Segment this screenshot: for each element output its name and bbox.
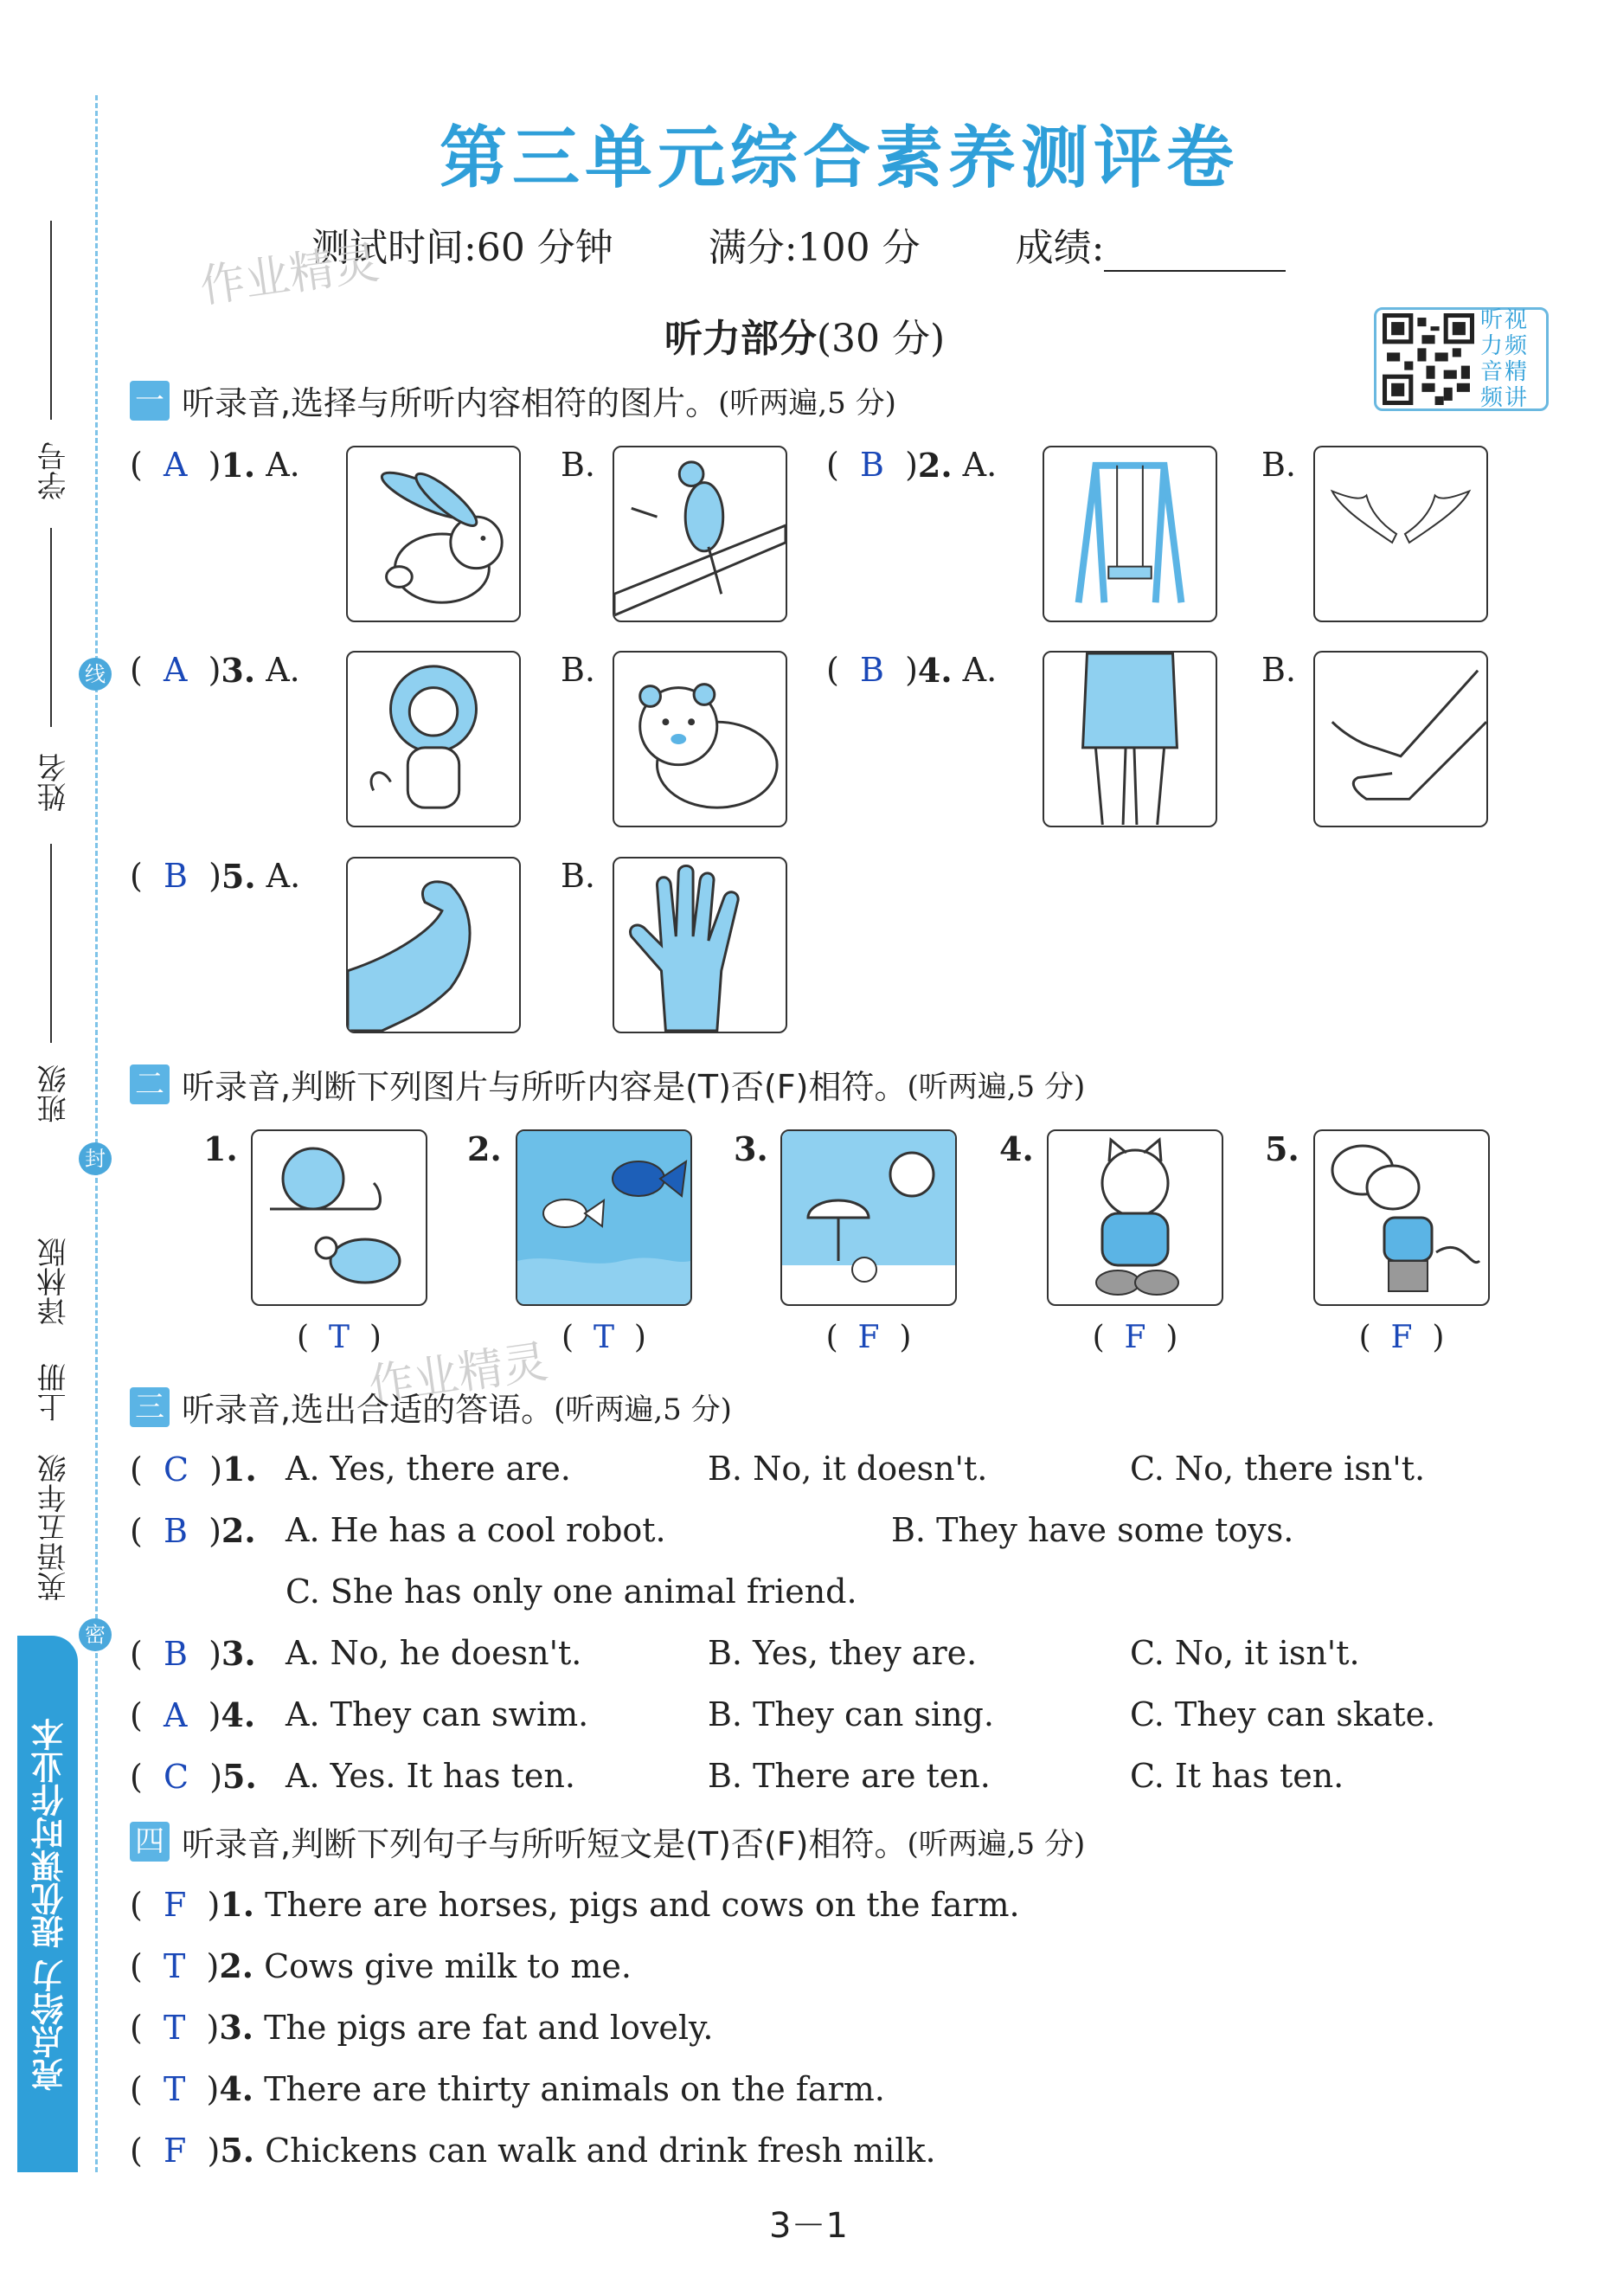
question-number: 3. <box>219 2008 253 2047</box>
answer: C <box>163 1758 189 1796</box>
option-a: A. Yes, there are. <box>286 1450 571 1488</box>
question-number: 2. <box>219 1946 253 1985</box>
mouse-icon <box>1313 1129 1490 1306</box>
option-label: B. <box>561 446 596 484</box>
section-note: (听两遍,5 分) <box>718 386 896 421</box>
listening-part-title <box>130 307 1479 363</box>
watermark: 作业精灵 <box>196 236 382 314</box>
cat-icon <box>1047 1129 1223 1306</box>
option-a: A. He has a cool robot. <box>286 1511 666 1549</box>
option-c: C. They can skate. <box>1130 1695 1436 1733</box>
cut-line <box>95 95 98 2172</box>
s1-question-5 <box>130 857 300 896</box>
option-b: B. Yes, they are. <box>708 1634 978 1672</box>
class-label: 班级 <box>37 1064 72 1123</box>
qr-code-badge[interactable] <box>1374 307 1549 411</box>
blank-line <box>50 221 52 420</box>
legs-icon <box>1043 651 1217 827</box>
s1-question-3 <box>130 651 300 690</box>
full-score-label: 满分:100 分 <box>708 226 921 270</box>
brand-text: 提优课时作业本 <box>31 1717 69 1948</box>
answer: T <box>328 1320 350 1355</box>
answer: T <box>163 2070 186 2108</box>
option-b: B. There are ten. <box>708 1757 991 1795</box>
question-number: 3. <box>221 1634 256 1673</box>
option-label: A. <box>962 651 998 689</box>
s1-question-4 <box>826 651 997 690</box>
sun-umbrella-icon <box>780 1129 957 1306</box>
parrot-icon <box>613 446 787 622</box>
tf-answer-slot: ( F ) <box>825 1320 912 1355</box>
qr-label: 音 <box>1480 359 1504 385</box>
tf-answer-slot: ( F ) <box>1358 1320 1445 1355</box>
option-a: A. They can swim. <box>286 1695 589 1733</box>
option-c: C. No, there isn't. <box>1130 1450 1426 1488</box>
question-number: 5. <box>222 1757 257 1796</box>
bear-icon <box>613 651 787 827</box>
qr-label: 力 <box>1480 333 1504 359</box>
score-field <box>1016 216 1287 272</box>
question-number: 1. <box>221 446 256 485</box>
option-label: A. <box>962 446 998 484</box>
blank-line <box>50 844 52 1043</box>
qr-label: 精 <box>1505 359 1528 385</box>
s3-question-5: ( C )5. <box>130 1757 257 1796</box>
qr-label: 听 <box>1480 307 1504 333</box>
section-3-heading <box>130 1383 732 1431</box>
option-label: B. <box>561 651 596 689</box>
answer: T <box>593 1320 614 1355</box>
option-c: C. She has only one animal friend. <box>286 1572 857 1611</box>
question-number: 3. <box>734 1129 768 1168</box>
qr-label: 频 <box>1480 385 1504 411</box>
answer: F <box>1124 1320 1146 1355</box>
seal-mark: 封 <box>79 1142 112 1175</box>
section-note: (听两遍,5 分) <box>907 1070 1086 1104</box>
score-label: 成绩: <box>1015 226 1105 270</box>
s4-question-4: ( T )4. There are thirty animals on the farm. <box>130 2069 885 2108</box>
section-number: 四 <box>130 1822 170 1862</box>
goldfish-icon <box>516 1129 692 1306</box>
binding-margin <box>0 0 130 2296</box>
section-4-heading <box>130 1817 1085 1865</box>
answer: F <box>163 2132 187 2170</box>
tf-answer-slot: ( F ) <box>1092 1320 1178 1355</box>
answer: A <box>163 446 188 484</box>
statement: There are horses, pigs and cows on the farm. <box>265 1886 1020 1924</box>
answer: A <box>163 1696 188 1734</box>
s4-question-1: ( F )1. There are horses, pigs and cows on the farm. <box>130 1885 1020 1924</box>
answer: B <box>163 1512 188 1550</box>
section-2-heading <box>130 1060 1085 1108</box>
s1-question-1 <box>130 446 300 485</box>
answer: B <box>163 857 188 895</box>
s3-question-4: ( A )4. <box>130 1695 256 1734</box>
option-c: C. It has ten. <box>1130 1757 1344 1795</box>
part-score: (30 分) <box>816 317 946 361</box>
brand-logo-text: 亮点给力 <box>31 1958 69 2091</box>
edition-label: 译林版 <box>37 1238 72 1326</box>
qr-label: 视 <box>1505 307 1528 333</box>
answer-slot: ( B ) <box>130 857 221 895</box>
statement: Chickens can walk and drink fresh milk. <box>265 2132 936 2170</box>
section-note: (听两遍,5 分) <box>554 1392 732 1427</box>
name-label: 姓名 <box>37 753 72 812</box>
question-number: 1. <box>222 1450 257 1489</box>
section-title: 听录音,判断下列句子与所听短文是(T)否(F)相符。 <box>182 1825 908 1863</box>
seal-mark: 线 <box>79 658 112 691</box>
qr-label: 频 <box>1505 333 1528 359</box>
statement: The pigs are fat and lovely. <box>264 2009 714 2047</box>
answer: C <box>163 1450 189 1489</box>
tf-answer-slot: ( T ) <box>297 1320 382 1355</box>
question-number: 5. <box>221 857 256 896</box>
option-label: A. <box>266 857 301 895</box>
qr-code-icon <box>1380 313 1477 405</box>
option-label: B. <box>1261 651 1297 689</box>
question-number: 1. <box>203 1129 238 1168</box>
section-title: 听录音,选择与所听内容相符的图片。 <box>182 384 719 422</box>
answer: A <box>163 651 188 689</box>
section-number: 一 <box>130 381 170 421</box>
qr-labels <box>1480 307 1527 411</box>
question-number: 5. <box>220 2131 255 2170</box>
seal-mark: 密 <box>79 1618 112 1651</box>
option-label: B. <box>1261 446 1297 484</box>
s4-question-3: ( T )3. The pigs are fat and lovely. <box>130 2008 714 2047</box>
question-number: 4. <box>999 1129 1034 1168</box>
score-blank <box>1104 228 1286 272</box>
tf-answer-slot: ( T ) <box>561 1320 646 1355</box>
answer: F <box>163 1886 187 1924</box>
swing-icon <box>1043 446 1217 622</box>
answer: F <box>1390 1320 1413 1355</box>
option-a: A. Yes. It has ten. <box>286 1757 575 1795</box>
answer: B <box>859 446 884 484</box>
s4-question-5: ( F )5. Chickens can walk and drink fresh milk. <box>130 2131 936 2170</box>
option-label: B. <box>561 857 596 895</box>
arm-icon <box>346 857 521 1033</box>
section-title: 听录音,选出合适的答语。 <box>182 1391 555 1429</box>
part-title-text: 听力部分 <box>664 317 817 361</box>
answer: T <box>163 1947 186 1985</box>
brand-name <box>26 1644 74 2164</box>
section-note: (听两遍,5 分) <box>907 1827 1086 1862</box>
page-title: 第三单元综合素养测评卷 <box>439 119 1239 197</box>
answer: B <box>163 1635 188 1673</box>
wings-icon <box>1313 446 1488 622</box>
question-number: 4. <box>917 651 953 690</box>
blank-line <box>50 528 52 727</box>
rabbit-icon <box>346 446 521 622</box>
option-b: B. No, it doesn't. <box>708 1450 988 1488</box>
student-id-label: 学号 <box>37 441 72 500</box>
option-b: B. They have some toys. <box>891 1511 1294 1549</box>
section-number: 三 <box>130 1387 170 1427</box>
statement: There are thirty animals on the farm. <box>264 2070 885 2108</box>
answer: T <box>163 2009 186 2047</box>
watermark: 作业精灵 <box>365 1335 551 1413</box>
question-number: 3. <box>221 651 256 690</box>
answer: B <box>859 651 884 689</box>
option-label: A. <box>266 446 300 484</box>
question-number: 4. <box>221 1695 256 1734</box>
answer-slot: ( A ) <box>130 651 221 689</box>
question-number: 2. <box>917 446 953 485</box>
option-label: A. <box>266 651 300 689</box>
question-number: 4. <box>219 2069 253 2108</box>
answer-slot: ( A ) <box>130 446 221 484</box>
answer-slot: ( B ) <box>826 651 918 689</box>
volume-label: 上册 <box>37 1363 72 1422</box>
answer: F <box>857 1320 880 1355</box>
s4-question-2: ( T )2. Cows give milk to me. <box>130 1946 632 1985</box>
page-number: 3－1 <box>769 2206 848 2246</box>
option-c: C. No, it isn't. <box>1130 1634 1360 1672</box>
feet-icon <box>1313 651 1488 827</box>
section-1-heading <box>130 376 896 424</box>
question-number: 5. <box>1265 1129 1299 1168</box>
s3-question-2: ( B )2. <box>130 1511 256 1550</box>
option-b: B. They can sing. <box>708 1695 994 1733</box>
s3-question-3: ( B )3. <box>130 1634 256 1673</box>
question-number: 2. <box>221 1511 256 1550</box>
qr-label: 讲 <box>1505 385 1528 411</box>
time-label: 测试时间:60 分钟 <box>311 226 613 270</box>
grade-label: 英语五年级 <box>37 1454 72 1601</box>
s1-question-2 <box>826 446 997 485</box>
question-number: 1. <box>220 1885 255 1924</box>
answer-slot: ( B ) <box>826 446 918 484</box>
exam-meta <box>311 216 1523 272</box>
lion-icon <box>346 651 521 827</box>
hand-icon <box>613 857 787 1033</box>
section-title: 听录音,判断下列图片与所听内容是(T)否(F)相符。 <box>182 1068 908 1106</box>
question-number: 2. <box>467 1129 502 1168</box>
s3-question-1: ( C )1. <box>130 1450 257 1489</box>
section-number: 二 <box>130 1064 170 1104</box>
option-a: A. No, he doesn't. <box>286 1634 582 1672</box>
snail-turtle-icon <box>251 1129 427 1306</box>
statement: Cows give milk to me. <box>264 1947 632 1985</box>
